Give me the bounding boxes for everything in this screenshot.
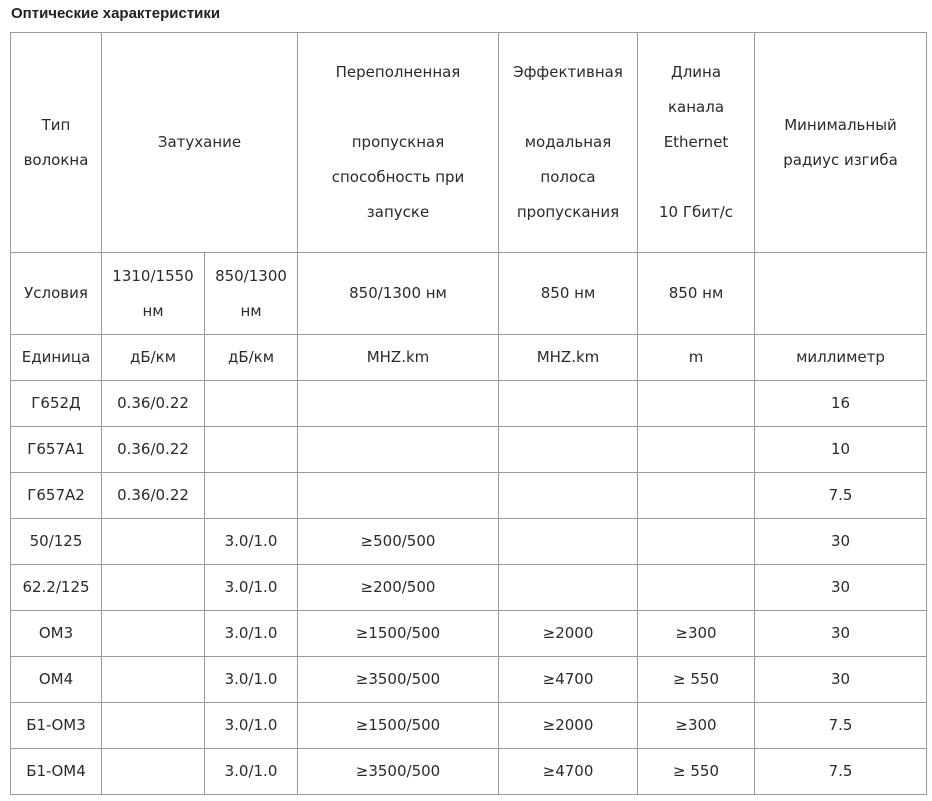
cell-overfilled <box>298 427 499 473</box>
cell-att-sm <box>102 565 205 611</box>
cell-overfilled <box>298 381 499 427</box>
cell-ethernet: ≥300 <box>638 611 755 657</box>
table-row <box>11 381 927 427</box>
header-row <box>11 33 927 253</box>
table-row <box>11 703 927 749</box>
cell-att-mm <box>205 427 298 473</box>
units-ethernet: m <box>638 335 755 381</box>
section-title: Оптические характеристики <box>11 5 221 22</box>
cell-att-mm: 3.0/1.0 <box>205 611 298 657</box>
header-attenuation: Затухание <box>102 33 298 253</box>
table-row <box>11 657 927 703</box>
table-row <box>11 473 927 519</box>
cell-overfilled: ≥3500/500 <box>298 657 499 703</box>
table-row <box>11 427 927 473</box>
cell-overfilled: ≥1500/500 <box>298 611 499 657</box>
cell-att-sm: 0.36/0.22 <box>102 381 205 427</box>
table-row <box>11 519 927 565</box>
conditions-att-sm: 1310/1550 нм <box>102 253 205 335</box>
cell-ethernet <box>638 427 755 473</box>
conditions-att-mm: 850/1300 нм <box>205 253 298 335</box>
cell-overfilled: ≥500/500 <box>298 519 499 565</box>
cell-att-sm: 0.36/0.22 <box>102 473 205 519</box>
cell-ethernet: ≥ 550 <box>638 657 755 703</box>
cell-overfilled: ≥1500/500 <box>298 703 499 749</box>
units-att-sm: дБ/км <box>102 335 205 381</box>
units-label: Единица <box>11 335 102 381</box>
cell-fiber-type: 62.2/125 <box>11 565 102 611</box>
cell-fiber-type: Б1-OM3 <box>11 703 102 749</box>
cell-ethernet: ≥ 550 <box>638 749 755 795</box>
cell-fiber-type: OM4 <box>11 657 102 703</box>
optical-specs-table <box>10 32 927 795</box>
table-row <box>11 611 927 657</box>
cell-effective: ≥2000 <box>499 611 638 657</box>
cell-ethernet: ≥300 <box>638 703 755 749</box>
cell-fiber-type: Г652Д <box>11 381 102 427</box>
conditions-overfilled: 850/1300 нм <box>298 253 499 335</box>
cell-fiber-type: Б1-OM4 <box>11 749 102 795</box>
cell-att-mm: 3.0/1.0 <box>205 657 298 703</box>
cell-fiber-type: Г657А1 <box>11 427 102 473</box>
units-effective: MHZ.km <box>499 335 638 381</box>
cell-overfilled <box>298 473 499 519</box>
cell-effective <box>499 381 638 427</box>
conditions-ethernet: 850 нм <box>638 253 755 335</box>
cell-att-mm <box>205 473 298 519</box>
units-att-mm: дБ/км <box>205 335 298 381</box>
cell-fiber-type: 50/125 <box>11 519 102 565</box>
conditions-bend-radius <box>755 253 927 335</box>
cell-bend-radius: 30 <box>755 657 927 703</box>
table-row <box>11 749 927 795</box>
cell-ethernet <box>638 565 755 611</box>
cell-bend-radius: 30 <box>755 611 927 657</box>
conditions-effective: 850 нм <box>499 253 638 335</box>
cell-att-sm <box>102 611 205 657</box>
cell-att-sm <box>102 703 205 749</box>
header-effective-modal-bandwidth: Эффективная модальная полоса пропускания <box>499 33 638 253</box>
cell-ethernet <box>638 473 755 519</box>
cell-att-mm: 3.0/1.0 <box>205 565 298 611</box>
cell-bend-radius: 16 <box>755 381 927 427</box>
cell-bend-radius: 30 <box>755 519 927 565</box>
cell-bend-radius: 10 <box>755 427 927 473</box>
cell-bend-radius: 7.5 <box>755 473 927 519</box>
conditions-row <box>11 253 927 335</box>
cell-att-mm: 3.0/1.0 <box>205 519 298 565</box>
cell-bend-radius: 30 <box>755 565 927 611</box>
cell-att-mm <box>205 381 298 427</box>
cell-bend-radius: 7.5 <box>755 749 927 795</box>
cell-bend-radius: 7.5 <box>755 703 927 749</box>
cell-att-sm <box>102 657 205 703</box>
cell-overfilled: ≥200/500 <box>298 565 499 611</box>
cell-effective <box>499 519 638 565</box>
cell-att-sm <box>102 749 205 795</box>
header-ethernet-length: Длина канала Ethernet 10 Гбит/с <box>638 33 755 253</box>
cell-att-mm: 3.0/1.0 <box>205 749 298 795</box>
cell-effective: ≥4700 <box>499 749 638 795</box>
cell-att-sm <box>102 519 205 565</box>
conditions-label: Условия <box>11 253 102 335</box>
cell-fiber-type: Г657А2 <box>11 473 102 519</box>
header-bend-radius: Минимальный радиус изгиба <box>755 33 927 253</box>
units-bend-radius: миллиметр <box>755 335 927 381</box>
units-row <box>11 335 927 381</box>
cell-att-sm: 0.36/0.22 <box>102 427 205 473</box>
cell-effective <box>499 427 638 473</box>
cell-effective <box>499 565 638 611</box>
cell-fiber-type: OM3 <box>11 611 102 657</box>
cell-overfilled: ≥3500/500 <box>298 749 499 795</box>
header-overfilled-bandwidth: Переполненная пропускная способность при запуске <box>298 33 499 253</box>
table-row <box>11 565 927 611</box>
cell-ethernet <box>638 381 755 427</box>
cell-att-mm: 3.0/1.0 <box>205 703 298 749</box>
cell-effective: ≥2000 <box>499 703 638 749</box>
cell-effective <box>499 473 638 519</box>
cell-effective: ≥4700 <box>499 657 638 703</box>
units-overfilled: MHZ.km <box>298 335 499 381</box>
cell-ethernet <box>638 519 755 565</box>
header-fiber-type: Тип волокна <box>11 33 102 253</box>
